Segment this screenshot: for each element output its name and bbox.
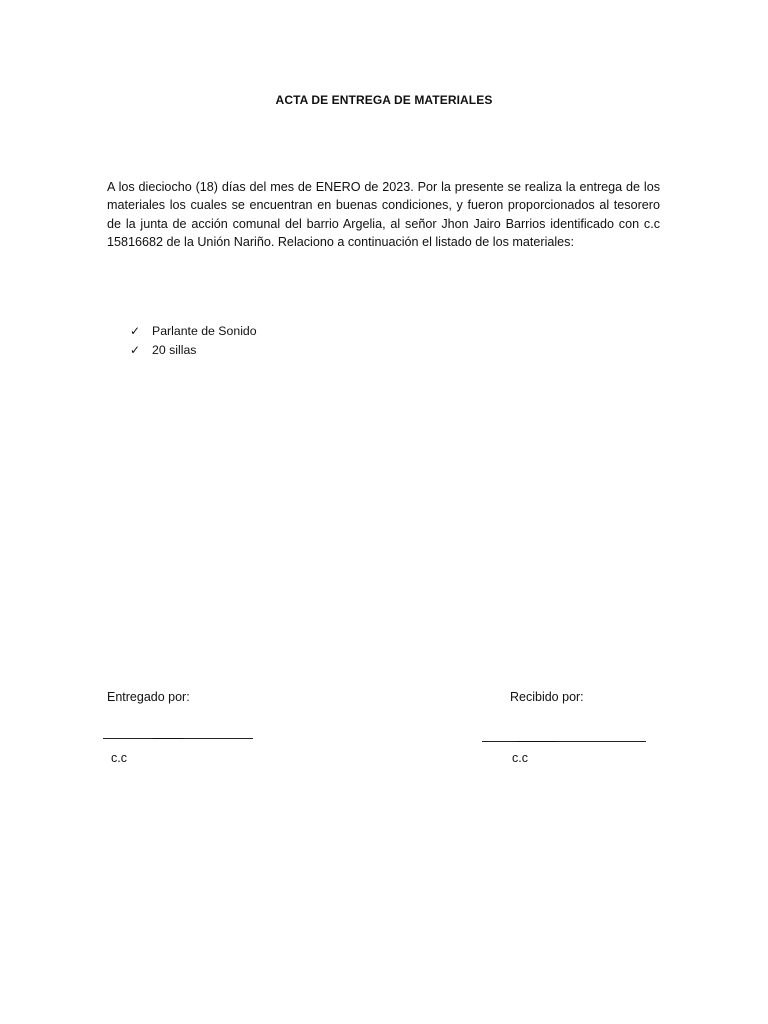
received-signature-line [482, 741, 646, 742]
delivered-signature-line [103, 738, 253, 739]
document-title: ACTA DE ENTREGA DE MATERIALES [275, 93, 493, 107]
received-by-label: Recibido por: [510, 690, 584, 704]
list-item [130, 341, 257, 360]
delivery-statement-paragraph: A los dieciocho (18) días del mes de ENERO de 2023. Por la presente se realiza la entrega de los materiales los cuales se encuentran en buenas condiciones, y fueron proporcionados al tesorero de la junta de acción comunal del barrio Argelia, al señor Jhon Jairo Barrios identificado con c.c 15816682 de la Unión Nariño. Relaciono a continuación el listado de los materiales: [107, 180, 660, 250]
delivered-by-label: Entregado por: [107, 690, 190, 704]
material-label: Parlante de Sonido [152, 324, 257, 338]
list-item [130, 322, 257, 341]
check-icon: ✓ [130, 324, 141, 338]
received-id-label: c.c [512, 751, 528, 765]
check-icon: ✓ [130, 343, 141, 357]
materials-list [130, 322, 257, 360]
material-label: 20 sillas [152, 343, 197, 357]
delivered-id-label: c.c [111, 751, 127, 765]
